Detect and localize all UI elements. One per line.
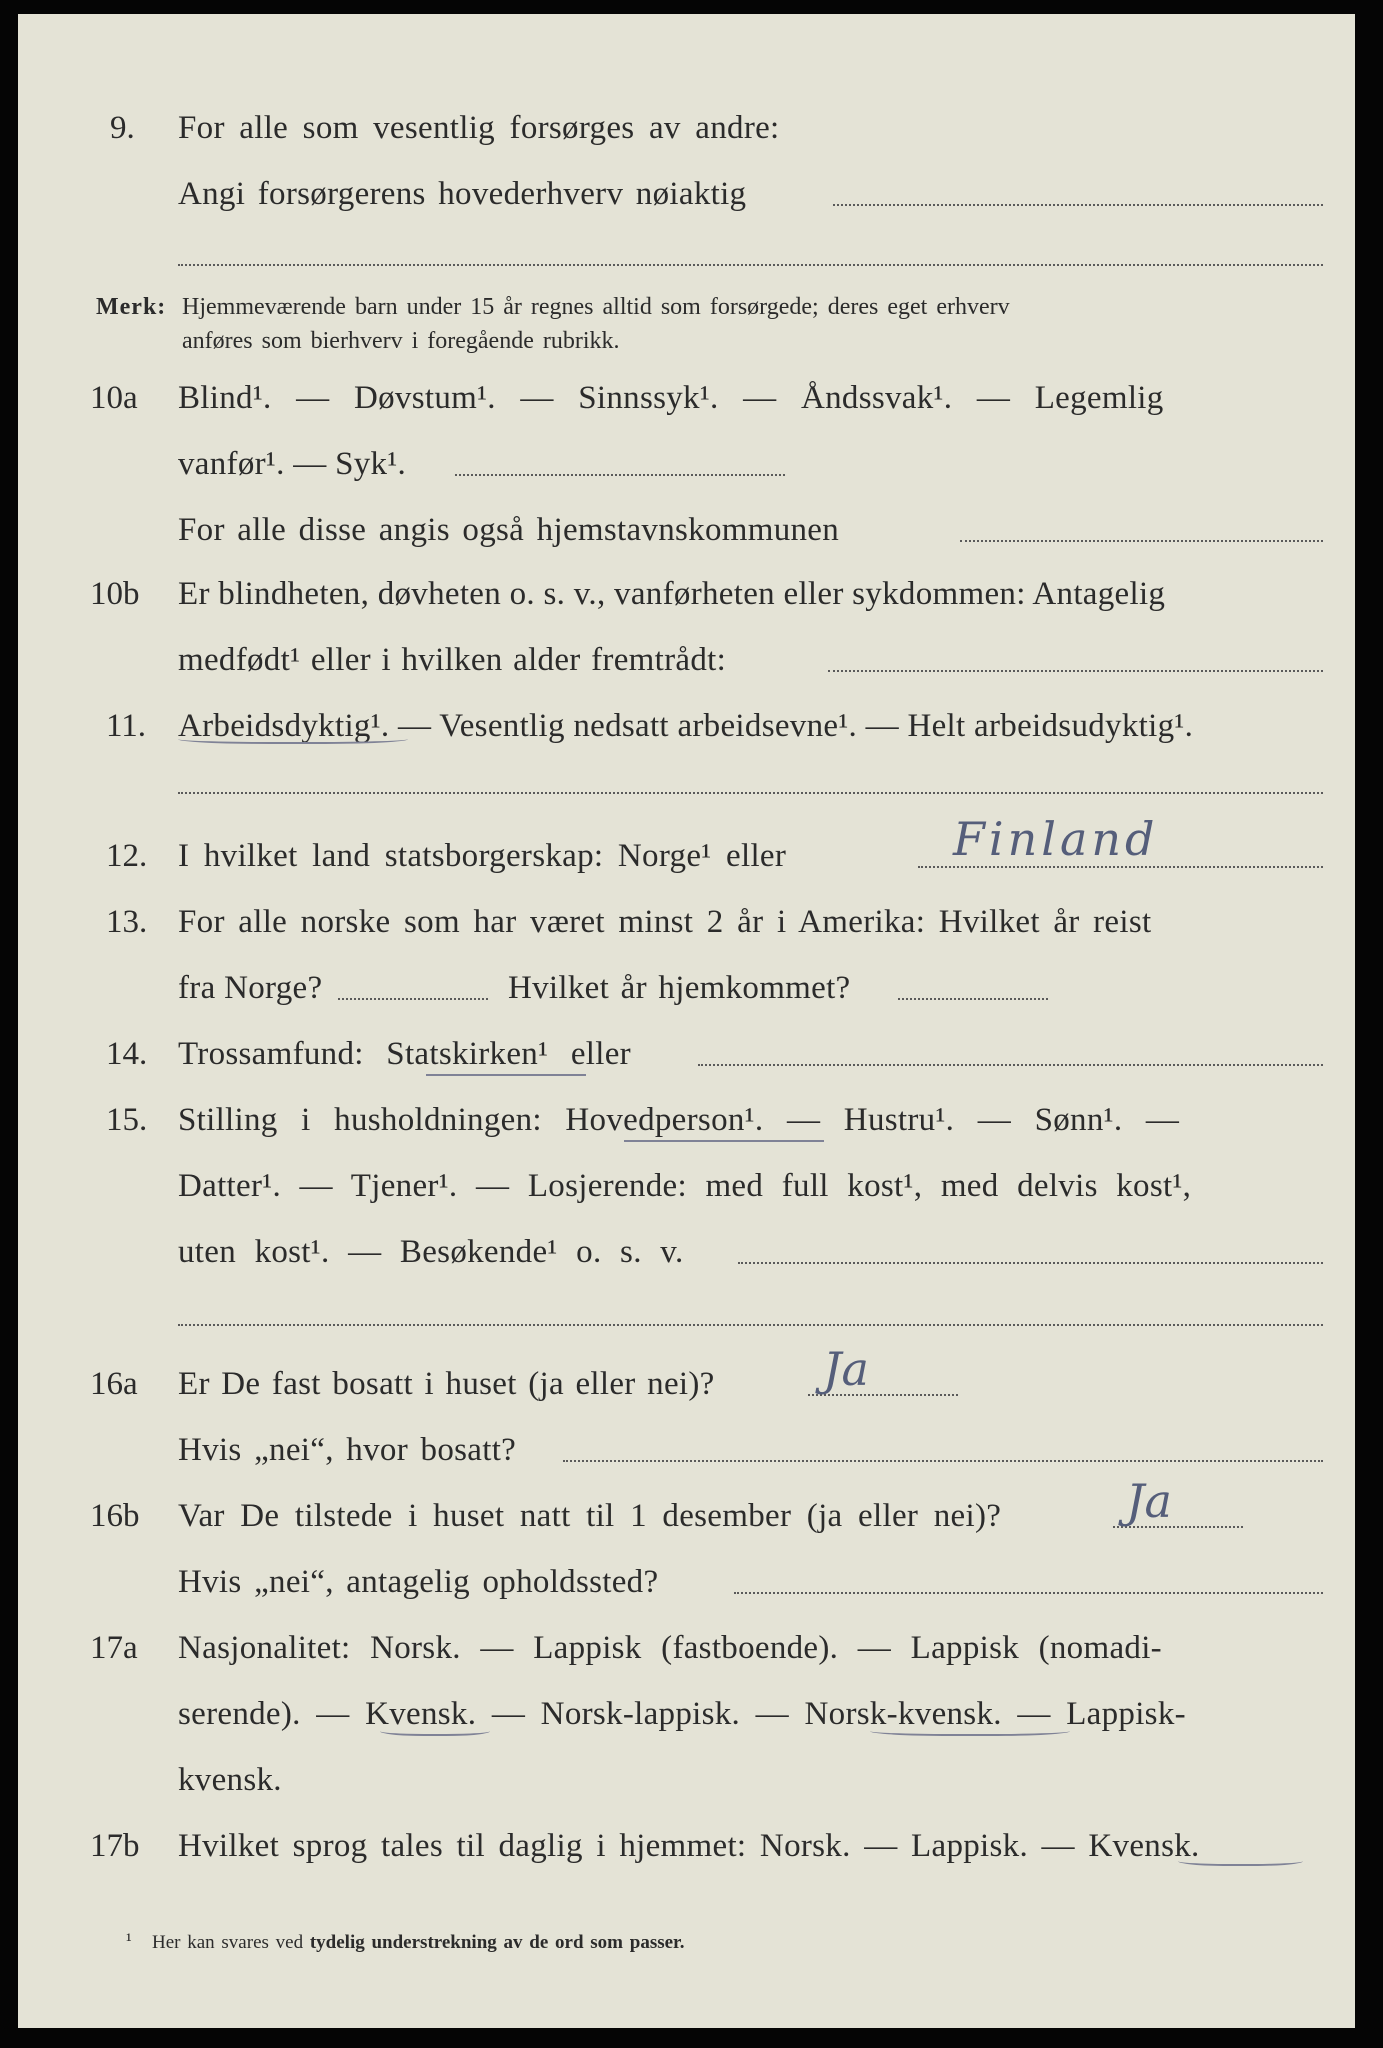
q10a-answer-line[interactable] — [455, 474, 785, 476]
q17b-line1: Hvilket sprog tales til daglig i hjemmet: Norsk. — Lappisk. — Kvensk. — [178, 1828, 1200, 1864]
q13-line1: For alle norske som har været minst 2 år i Amerika: Hvilket år reist — [178, 904, 1152, 940]
q16a-line1: Er De fast bosatt i huset (ja eller nei)? — [178, 1366, 715, 1402]
q11-underline-arbeidsdyktig — [178, 732, 408, 744]
footnote-mark: ¹ — [126, 1930, 132, 1951]
q16b-handwritten-answer: Ja — [1126, 1474, 1172, 1528]
census-form-page — [18, 14, 1355, 2028]
q16a-number: 16a — [90, 1366, 138, 1402]
q9-number: 9. — [110, 110, 135, 146]
q14-underline-statskirken — [426, 1074, 586, 1076]
q12-answer-line[interactable] — [918, 866, 1323, 868]
q10b-number: 10b — [90, 576, 140, 612]
q11-answer-line[interactable] — [178, 792, 1323, 794]
q13-departure-year-line[interactable] — [338, 998, 488, 1000]
merk-line2: anføres som bierhverv i foregående rubrikk. — [182, 328, 620, 354]
q17a-line3: kvensk. — [178, 1762, 282, 1798]
q14-answer-line[interactable] — [698, 1064, 1323, 1066]
q15-line3: uten kost¹. — Besøkende¹ o. s. v. — [178, 1234, 684, 1270]
q12-handwritten-answer: Finland — [953, 812, 1159, 866]
q15-line2: Datter¹. — Tjener¹. — Losjerende: med full kost¹, med delvis kost¹, — [178, 1168, 1192, 1204]
q11-line1: Arbeidsdyktig¹. — Vesentlig nedsatt arbeidsevne¹. — Helt arbeidsudyktig¹. — [178, 708, 1194, 744]
q17a-number: 17a — [90, 1630, 138, 1666]
q15-answer-line-2[interactable] — [178, 1324, 1323, 1326]
q17a-line2: serende). — Kvensk. — Norsk-lappisk. — Norsk-kvensk. — Lappisk- — [178, 1696, 1186, 1732]
q17a-underline-kvensk — [380, 1724, 490, 1736]
q15-answer-line[interactable] — [738, 1262, 1323, 1264]
footnote-text-bold: tydelig understrekning — [309, 1932, 497, 1953]
q13-return-year-line[interactable] — [898, 998, 1048, 1000]
q10b-answer-line[interactable] — [828, 670, 1323, 672]
q14-number: 14. — [106, 1036, 148, 1072]
q13-line2b: Hvilket år hjemkommet? — [508, 970, 851, 1006]
q10a-line2: vanfør¹. — Syk¹. — [178, 446, 407, 482]
q12-line1: I hvilket land statsborgerskap: Norge¹ eller — [178, 838, 787, 874]
q17b-underline-kvensk — [1178, 1854, 1303, 1866]
q10a-number: 10a — [90, 380, 138, 416]
q10b-line1: Er blindheten, døvheten o. s. v., vanførheten eller sykdommen: Antagelig — [178, 576, 1166, 612]
q15-number: 15. — [106, 1102, 148, 1138]
q9-answer-line-2[interactable] — [178, 264, 1323, 266]
q14-line1: Trossamfund: Statskirken¹ eller — [178, 1036, 631, 1072]
q9-line2: Angi forsørgerens hovederhverv nøiaktig — [178, 176, 747, 212]
q15-underline-hovedperson — [624, 1140, 824, 1142]
q16b-line2: Hvis „nei“, antagelig opholdssted? — [178, 1564, 659, 1600]
q17a-line1: Nasjonalitet: Norsk. — Lappisk (fastboende). — Lappisk (nomadi- — [178, 1630, 1162, 1666]
q11-number: 11. — [106, 708, 147, 744]
q16b-line1: Var De tilstede i huset natt til 1 desember (ja eller nei)? — [178, 1498, 1002, 1534]
q13-line2a: fra Norge? — [178, 970, 323, 1006]
q15-line1: Stilling i husholdningen: Hovedperson¹. — Hustru¹. — Sønn¹. — — [178, 1102, 1180, 1138]
footnote-text — [152, 1930, 684, 1956]
footnote-text-c: av de ord som passer. — [496, 1932, 685, 1953]
merk-label: Merk: — [96, 294, 167, 320]
q16a-residence-line[interactable] — [563, 1460, 1323, 1462]
q17b-number: 17b — [90, 1828, 140, 1864]
q9-answer-line[interactable] — [833, 204, 1323, 206]
q10a-line1: Blind¹. — Døvstum¹. — Sinnssyk¹. — Åndssvak¹. — Legemlig — [178, 380, 1164, 416]
q13-number: 13. — [106, 904, 148, 940]
q9-line1: For alle som vesentlig forsørges av andre: — [178, 110, 780, 146]
q16a-line2: Hvis „nei“, hvor bosatt? — [178, 1432, 517, 1468]
q17a-underline-norsk-kvensk — [870, 1724, 1070, 1736]
q10b-line2: medfødt¹ eller i hvilken alder fremtrådt: — [178, 642, 727, 678]
q12-number: 12. — [106, 838, 148, 874]
footnote-text-a: Her kan svares ved — [152, 1932, 310, 1953]
q16b-number: 16b — [90, 1498, 140, 1534]
q16a-handwritten-answer: Ja — [823, 1342, 869, 1396]
merk-line1: Hjemmeværende barn under 15 år regnes alltid som forsørgede; deres eget erhverv — [182, 294, 1010, 320]
q10a-municipality-line[interactable] — [960, 540, 1323, 542]
q10a-line3: For alle disse angis også hjemstavnskommunen — [178, 512, 840, 548]
q16b-whereabouts-line[interactable] — [734, 1592, 1323, 1594]
